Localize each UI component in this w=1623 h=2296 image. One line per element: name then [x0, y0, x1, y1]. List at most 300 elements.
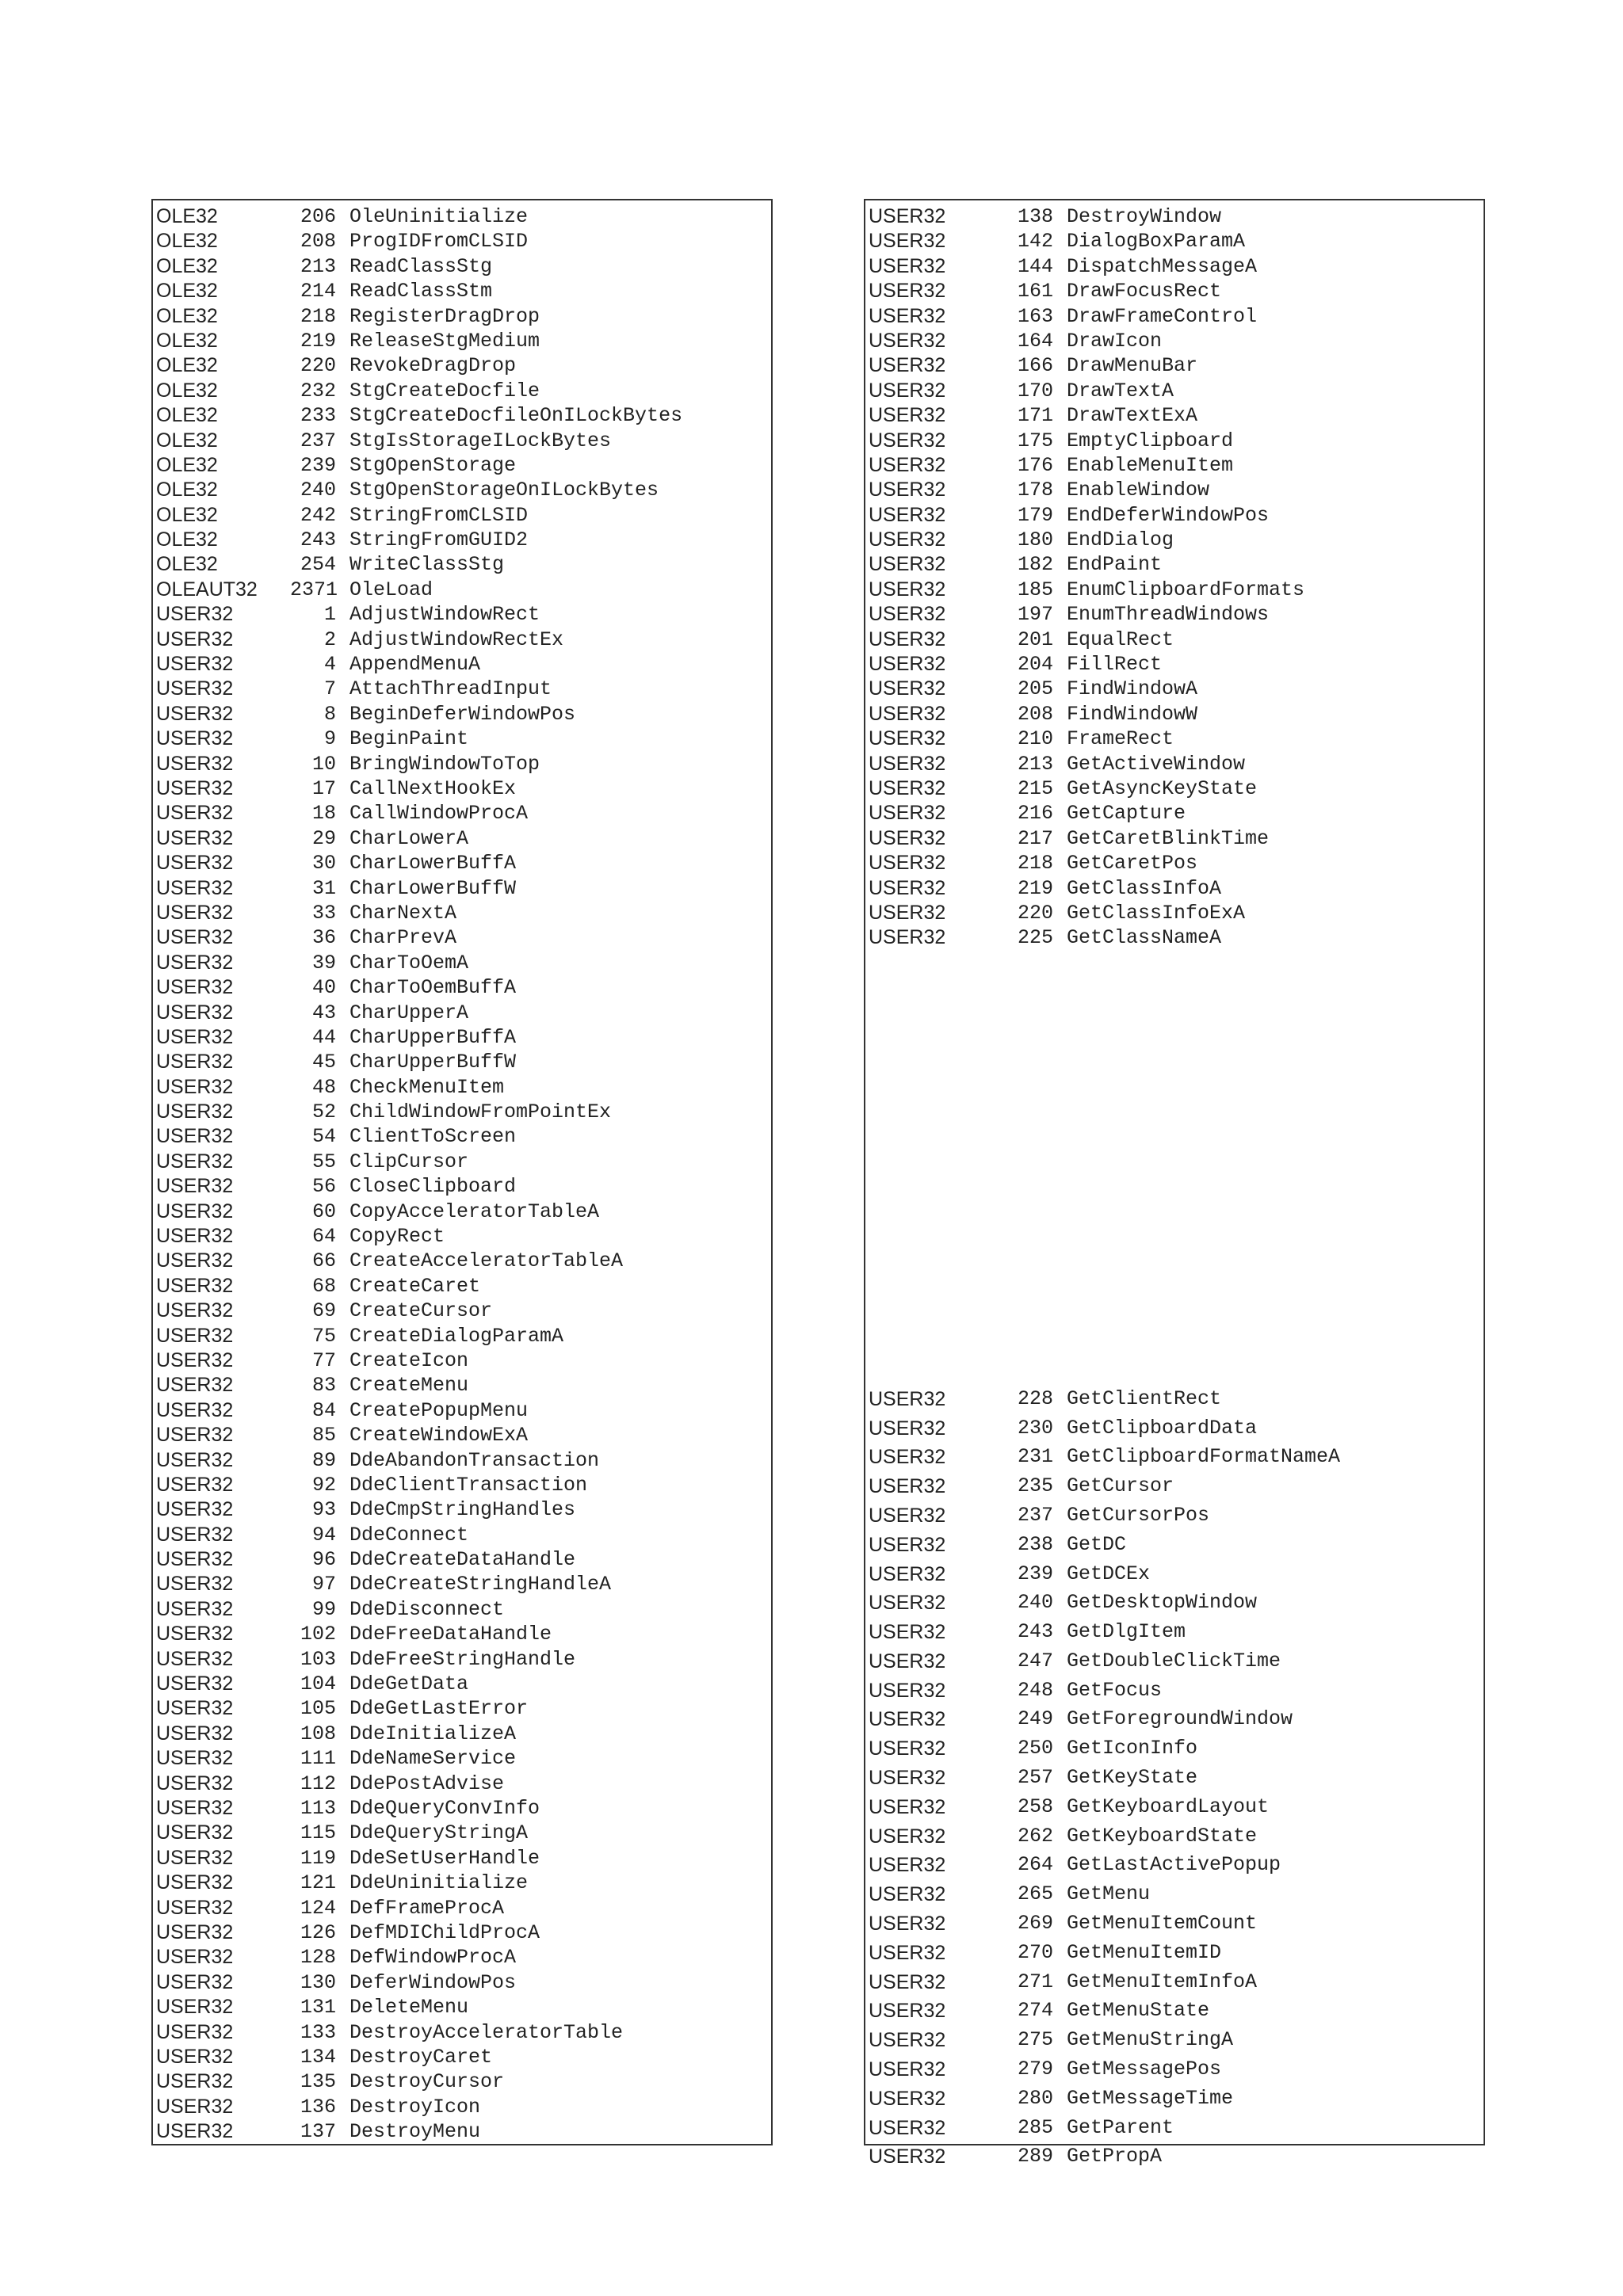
ordinal: 133: [300, 2020, 336, 2044]
ordinal: 201: [1017, 627, 1053, 651]
import-row: [153, 1523, 771, 1547]
dll-name: USER32: [869, 1795, 946, 1818]
function-name: GetCursor: [1067, 1474, 1174, 1498]
ordinal: 164: [1017, 329, 1053, 353]
dll-name: OLE32: [156, 553, 218, 576]
import-row: [153, 1001, 771, 1025]
function-name: DialogBoxParamA: [1067, 230, 1246, 254]
dll-name: USER32: [869, 2058, 946, 2081]
dll-name: USER32: [156, 1051, 234, 1074]
dll-name: USER32: [156, 951, 234, 974]
ordinal: 208: [1017, 702, 1053, 726]
dll-name: USER32: [869, 528, 946, 551]
function-name: GetIconInfo: [1067, 1737, 1198, 1760]
function-name: StgOpenStorageOnILockBytes: [349, 479, 659, 502]
dll-name: USER32: [156, 1299, 234, 1322]
function-name: DrawIcon: [1067, 329, 1163, 353]
function-name: DestroyWindow: [1067, 205, 1222, 228]
dll-name: USER32: [156, 677, 234, 700]
dll-name: USER32: [869, 453, 946, 476]
import-row: [865, 229, 1484, 254]
ordinal: 248: [1017, 1678, 1053, 1702]
function-name: DispatchMessageA: [1067, 254, 1258, 278]
ordinal: 112: [300, 1772, 336, 1795]
import-row: [865, 304, 1484, 329]
function-name: CharLowerBuffA: [349, 852, 517, 875]
ordinal: 4: [323, 653, 336, 677]
import-row: [865, 1414, 1484, 1444]
function-name: StgOpenStorage: [349, 453, 517, 477]
dll-name: USER32: [156, 1001, 234, 1024]
import-row: [153, 602, 771, 627]
dll-name: USER32: [156, 1672, 234, 1695]
function-name: GetClassInfoExA: [1067, 901, 1246, 925]
import-row: [865, 1939, 1484, 1968]
dll-name: USER32: [869, 503, 946, 526]
function-name: GetMessageTime: [1067, 2086, 1234, 2110]
ordinal: 219: [300, 329, 336, 353]
function-name: DestroyCaret: [349, 2045, 493, 2069]
function-name: CreateMenu: [349, 1374, 469, 1398]
ordinal: 271: [1017, 1970, 1053, 1993]
import-row: [153, 925, 771, 950]
dll-name: OLE32: [156, 205, 218, 227]
dll-name: USER32: [869, 1883, 946, 1906]
function-name: GetCapture: [1067, 802, 1186, 826]
import-row: [865, 1443, 1484, 1472]
ordinal: 285: [1017, 2115, 1053, 2139]
ordinal: 220: [300, 354, 336, 378]
import-row: [865, 1647, 1484, 1676]
function-name: DdePostAdvise: [349, 1772, 505, 1795]
dll-name: USER32: [156, 1597, 234, 1620]
function-name: DdeNameService: [349, 1747, 517, 1771]
import-row: [865, 2142, 1484, 2172]
ordinal: 264: [1017, 1853, 1053, 1877]
import-row: [153, 528, 771, 552]
dll-name: USER32: [156, 1125, 234, 1148]
import-row: [865, 1676, 1484, 1706]
import-row: [865, 901, 1484, 925]
ordinal: 105: [300, 1697, 336, 1721]
function-name: BringWindowToTop: [349, 752, 540, 776]
dll-name: USER32: [869, 901, 946, 924]
dll-name: USER32: [156, 1324, 234, 1347]
dll-name: USER32: [156, 1722, 234, 1745]
function-name: DrawFrameControl: [1067, 304, 1258, 328]
function-name: CharToOemA: [349, 951, 469, 974]
function-name: CallWindowProcA: [349, 802, 529, 826]
function-name: CallNextHookEx: [349, 776, 517, 800]
function-name: GetMenuItemCount: [1067, 1912, 1258, 1936]
ordinal: 161: [1017, 280, 1053, 303]
import-row: [153, 727, 771, 751]
import-row: [865, 1764, 1484, 1793]
function-name: AdjustWindowRect: [349, 603, 540, 627]
function-name: DestroyAcceleratorTable: [349, 2020, 624, 2044]
import-row: [865, 578, 1484, 602]
ordinal: 99: [311, 1597, 336, 1621]
dll-name: USER32: [156, 1249, 234, 1272]
dll-name: OLE32: [156, 503, 218, 526]
ordinal: 171: [1017, 404, 1053, 428]
dll-name: USER32: [869, 254, 946, 277]
ordinal: 136: [300, 2095, 336, 2119]
dll-name: USER32: [869, 1825, 946, 1848]
function-name: CharPrevA: [349, 926, 457, 950]
import-row: [865, 1531, 1484, 1560]
ordinal: 218: [1017, 852, 1053, 875]
function-name: GetMenuItemID: [1067, 1940, 1222, 1964]
import-row: [153, 1572, 771, 1596]
import-row: [153, 429, 771, 453]
import-row: [153, 1373, 771, 1398]
import-row: [865, 204, 1484, 229]
ordinal: 10: [311, 752, 336, 776]
function-name: GetClientRect: [1067, 1386, 1222, 1410]
ordinal: 94: [311, 1523, 336, 1547]
ordinal: 92: [311, 1473, 336, 1497]
function-name: ReadClassStm: [349, 280, 493, 303]
dll-name: USER32: [156, 727, 234, 750]
import-row: [153, 1597, 771, 1622]
ordinal: 93: [311, 1498, 336, 1522]
dll-name: USER32: [869, 1708, 946, 1731]
function-name: CreateCaret: [349, 1274, 481, 1298]
ordinal: 9: [323, 727, 336, 751]
import-row: [865, 1909, 1484, 1939]
ordinal: 213: [300, 254, 336, 278]
ordinal: 97: [311, 1573, 336, 1596]
ordinal: 111: [300, 1747, 336, 1771]
function-name: CreatePopupMenu: [349, 1398, 529, 1422]
ordinal: 84: [311, 1398, 336, 1422]
function-name: GetMenuItemInfoA: [1067, 1970, 1258, 1993]
import-row: [153, 2119, 771, 2144]
function-name: DdeCreateDataHandle: [349, 1548, 576, 1572]
dll-name: USER32: [869, 304, 946, 327]
function-name: StringFromGUID2: [349, 528, 529, 552]
import-row: [865, 652, 1484, 677]
import-row: [153, 204, 771, 229]
dll-name: USER32: [869, 1737, 946, 1760]
ordinal: 44: [311, 1025, 336, 1049]
import-row: [865, 677, 1484, 701]
ordinal: 206: [300, 205, 336, 228]
function-name: DefFrameProcA: [349, 1896, 505, 1920]
import-row: [865, 254, 1484, 279]
ordinal: 121: [300, 1871, 336, 1895]
import-row: [153, 1647, 771, 1672]
ordinal: 220: [1017, 901, 1053, 925]
import-row: [153, 1945, 771, 1970]
import-row: [153, 1150, 771, 1174]
ordinal: 102: [300, 1623, 336, 1646]
import-row: [153, 851, 771, 875]
function-name: GetLastActivePopup: [1067, 1853, 1281, 1877]
function-name: GetClipboardFormatNameA: [1067, 1445, 1341, 1469]
function-name: ProgIDFromCLSID: [349, 230, 529, 254]
import-row: [865, 1385, 1484, 1414]
import-row: [153, 1473, 771, 1497]
function-name: CreateIcon: [349, 1348, 469, 1372]
import-row: [865, 826, 1484, 851]
dll-name: USER32: [156, 752, 234, 775]
dll-name: USER32: [156, 1498, 234, 1521]
function-name: CharUpperA: [349, 1001, 469, 1024]
function-name: ChildWindowFromPointEx: [349, 1100, 612, 1124]
ordinal: 289: [1017, 2145, 1053, 2168]
ordinal: 43: [311, 1001, 336, 1024]
ordinal: 33: [311, 901, 336, 925]
function-name: GetForegroundWindow: [1067, 1707, 1293, 1731]
ordinal: 142: [1017, 230, 1053, 254]
import-row: [153, 1622, 771, 1646]
ordinal: 204: [1017, 653, 1053, 677]
import-row: [153, 752, 771, 776]
function-name: DrawMenuBar: [1067, 354, 1198, 378]
ordinal: 7: [323, 677, 336, 701]
dll-name: USER32: [869, 354, 946, 377]
ordinal: 85: [311, 1424, 336, 1447]
ordinal: 8: [323, 702, 336, 726]
ordinal: 237: [1017, 1503, 1053, 1527]
ordinal: 77: [311, 1348, 336, 1372]
import-row: [153, 2069, 771, 2094]
dll-name: USER32: [869, 1941, 946, 1964]
dll-name: USER32: [156, 1100, 234, 1123]
import-row: [153, 1274, 771, 1299]
function-name: DdeGetLastError: [349, 1697, 529, 1721]
dll-name: USER32: [869, 826, 946, 849]
import-row: [153, 353, 771, 378]
import-row: [153, 652, 771, 677]
import-row: [865, 478, 1484, 502]
dll-name: USER32: [156, 1274, 234, 1297]
ordinal: 137: [300, 2120, 336, 2144]
dll-name: USER32: [156, 1797, 234, 1819]
import-row: [865, 329, 1484, 353]
import-row: [153, 826, 771, 851]
ordinal: 52: [311, 1100, 336, 1124]
dll-name: USER32: [156, 2120, 234, 2143]
function-name: GetMenuState: [1067, 1999, 1210, 2023]
right-rows-top: [865, 204, 1484, 951]
import-row: [153, 304, 771, 329]
import-row: [153, 1199, 771, 1224]
ordinal: 138: [1017, 205, 1053, 228]
import-row: [153, 1920, 771, 1945]
dll-name: USER32: [156, 1920, 234, 1943]
dll-name: USER32: [156, 776, 234, 799]
ordinal: 144: [1017, 254, 1053, 278]
function-name: EnableMenuItem: [1067, 453, 1234, 477]
import-row: [153, 1075, 771, 1100]
ordinal: 214: [300, 280, 336, 303]
dll-name: USER32: [869, 553, 946, 576]
import-row: [153, 1672, 771, 1696]
import-row: [865, 1880, 1484, 1909]
function-name: FindWindowA: [1067, 677, 1198, 701]
import-row: [153, 1970, 771, 1995]
ordinal: 219: [1017, 876, 1053, 900]
function-name: EqualRect: [1067, 627, 1174, 651]
import-row: [153, 801, 771, 826]
ordinal: 216: [1017, 802, 1053, 826]
dll-name: USER32: [869, 1417, 946, 1440]
import-row: [865, 1589, 1484, 1618]
ordinal: 113: [300, 1797, 336, 1820]
ordinal: 239: [1017, 1562, 1053, 1585]
ordinal: 115: [300, 1821, 336, 1845]
ordinal: 231: [1017, 1445, 1053, 1469]
ordinal: 210: [1017, 727, 1053, 751]
import-row: [153, 1448, 771, 1473]
dll-name: USER32: [156, 2070, 234, 2093]
dll-name: USER32: [156, 1348, 234, 1371]
function-name: DdeFreeDataHandle: [349, 1623, 552, 1646]
function-name: DdeQueryConvInfo: [349, 1797, 540, 1820]
function-name: GetActiveWindow: [1067, 752, 1246, 776]
dll-name: USER32: [156, 1871, 234, 1894]
dll-name: USER32: [869, 802, 946, 825]
function-name: BeginDeferWindowPos: [349, 702, 576, 726]
import-row: [153, 1796, 771, 1821]
ordinal: 240: [300, 479, 336, 502]
dll-name: USER32: [156, 1970, 234, 1993]
import-row: [153, 329, 771, 353]
import-row: [865, 851, 1484, 875]
blank-gap: [865, 951, 1484, 1385]
dll-name: USER32: [869, 1854, 946, 1877]
dll-name: USER32: [156, 976, 234, 999]
dll-name: USER32: [869, 329, 946, 352]
import-row: [865, 1501, 1484, 1531]
function-name: GetClassNameA: [1067, 926, 1222, 950]
dll-name: USER32: [869, 1767, 946, 1790]
import-row: [865, 2026, 1484, 2055]
left-rows: [153, 204, 771, 2144]
import-row: [153, 1249, 771, 1273]
ordinal: 176: [1017, 453, 1053, 477]
ordinal: 83: [311, 1374, 336, 1398]
import-row: [153, 1100, 771, 1124]
dll-name: USER32: [869, 2145, 946, 2168]
function-name: DestroyCursor: [349, 2070, 505, 2094]
function-name: DestroyMenu: [349, 2120, 481, 2144]
dll-name: USER32: [869, 205, 946, 227]
function-name: EnumThreadWindows: [1067, 603, 1270, 627]
dll-name: USER32: [156, 901, 234, 924]
dll-name: USER32: [869, 852, 946, 875]
import-row: [153, 453, 771, 478]
function-name: FindWindowW: [1067, 702, 1198, 726]
dll-name: USER32: [869, 603, 946, 626]
dll-name: OLE32: [156, 354, 218, 377]
ordinal: 68: [311, 1274, 336, 1298]
dll-name: USER32: [156, 1025, 234, 1048]
function-name: OleUninitialize: [349, 205, 529, 228]
import-row: [153, 1896, 771, 1920]
function-name: ReadClassStg: [349, 254, 493, 278]
function-name: DdeQueryStringA: [349, 1821, 529, 1845]
ordinal: 175: [1017, 429, 1053, 452]
ordinal: 17: [311, 776, 336, 800]
import-row: [153, 2020, 771, 2045]
import-row: [153, 1772, 771, 1796]
function-name: FillRect: [1067, 653, 1163, 677]
import-row: [153, 776, 771, 801]
function-name: GetDC: [1067, 1532, 1127, 1556]
function-name: EndPaint: [1067, 553, 1163, 577]
ordinal: 54: [311, 1125, 336, 1149]
ordinal: 64: [311, 1225, 336, 1249]
ordinal: 265: [1017, 1882, 1053, 1906]
ordinal: 18: [311, 802, 336, 826]
function-name: GetParent: [1067, 2115, 1174, 2139]
import-row: [153, 951, 771, 975]
function-name: StgIsStorageILockBytes: [349, 429, 612, 452]
import-row: [153, 901, 771, 925]
function-name: DdeSetUserHandle: [349, 1846, 540, 1870]
dll-name: USER32: [869, 653, 946, 676]
ordinal: 103: [300, 1647, 336, 1671]
function-name: GetFocus: [1067, 1678, 1163, 1702]
ordinal: 60: [311, 1199, 336, 1223]
function-name: GetKeyboardState: [1067, 1824, 1258, 1848]
function-name: GetCaretPos: [1067, 852, 1198, 875]
import-row: [153, 1995, 771, 2019]
import-row: [865, 925, 1484, 950]
function-name: StringFromCLSID: [349, 503, 529, 527]
dll-name: USER32: [869, 379, 946, 402]
dll-name: USER32: [156, 1424, 234, 1447]
ordinal: 205: [1017, 677, 1053, 701]
ordinal: 262: [1017, 1824, 1053, 1848]
import-row: [865, 353, 1484, 378]
dll-name: OLE32: [156, 528, 218, 551]
dll-name: USER32: [869, 627, 946, 650]
ordinal: 240: [1017, 1591, 1053, 1615]
function-name: CharLowerBuffW: [349, 876, 517, 900]
ordinal: 89: [311, 1448, 336, 1472]
dll-name: USER32: [869, 1592, 946, 1615]
ordinal: 247: [1017, 1649, 1053, 1672]
ordinal: 243: [1017, 1620, 1053, 1644]
dll-name: OLE32: [156, 280, 218, 303]
dll-name: USER32: [869, 876, 946, 899]
dll-name: USER32: [869, 752, 946, 775]
dll-name: USER32: [156, 1623, 234, 1646]
ordinal: 39: [311, 951, 336, 974]
dll-name: USER32: [869, 1679, 946, 1702]
ordinal: 2371: [290, 578, 338, 601]
function-name: DrawTextA: [1067, 379, 1174, 402]
function-name: EndDialog: [1067, 528, 1174, 552]
function-name: CreateAcceleratorTableA: [349, 1249, 624, 1273]
dll-name: USER32: [156, 1150, 234, 1173]
ordinal: 233: [300, 404, 336, 428]
right-rows-bottom: [865, 1385, 1484, 2172]
function-name: DefMDIChildProcA: [349, 1920, 540, 1944]
ordinal: 124: [300, 1896, 336, 1920]
dll-name: USER32: [156, 1374, 234, 1397]
dll-name: USER32: [869, 280, 946, 303]
ordinal: 126: [300, 1920, 336, 1944]
ordinal: 275: [1017, 2028, 1053, 2052]
function-name: DdeDisconnect: [349, 1597, 505, 1621]
ordinal: 29: [311, 826, 336, 850]
